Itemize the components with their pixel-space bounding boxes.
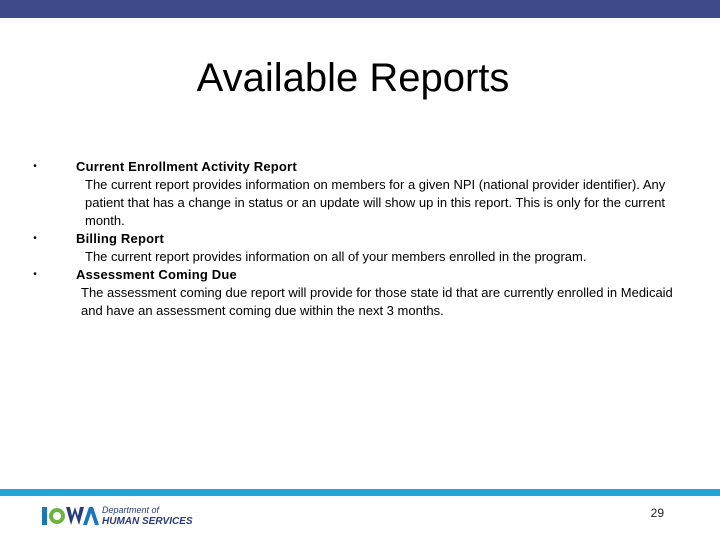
top-banner [0, 0, 720, 18]
item-description: The assessment coming due report will provide for those state id that are currently enrolled in Medicaid and have an assessment coming due within the next 3 months. [81, 285, 673, 318]
logo-graphic [42, 503, 193, 527]
item-heading: Assessment Coming Due [76, 267, 237, 282]
bullet-icon: • [33, 233, 37, 244]
item-heading: Billing Report [76, 231, 165, 246]
page-number: 29 [650, 506, 664, 520]
list-item-billing [30, 230, 698, 266]
bullet-icon: • [33, 269, 37, 280]
item-heading: Current Enrollment Activity Report [76, 159, 297, 174]
logo-line1: Department of [102, 505, 160, 515]
list-item-current-enrollment [30, 158, 698, 230]
list-item-assessment [30, 266, 698, 320]
iowa-dhs-logo [42, 503, 193, 527]
bullet-icon: • [33, 161, 37, 172]
slide-title: Available Reports [196, 56, 510, 100]
logo-line2: HUMAN SERVICES [102, 516, 193, 527]
item-description: The current report provides information on members for a given NPI (national provider identifier). Any patient that has a change in status or an update will show up in this report. This is only for the current month. [85, 177, 666, 228]
item-description: The current report provides information on all of your members enrolled in the program. [85, 249, 587, 264]
bottom-banner [0, 489, 720, 496]
report-list [30, 158, 698, 320]
